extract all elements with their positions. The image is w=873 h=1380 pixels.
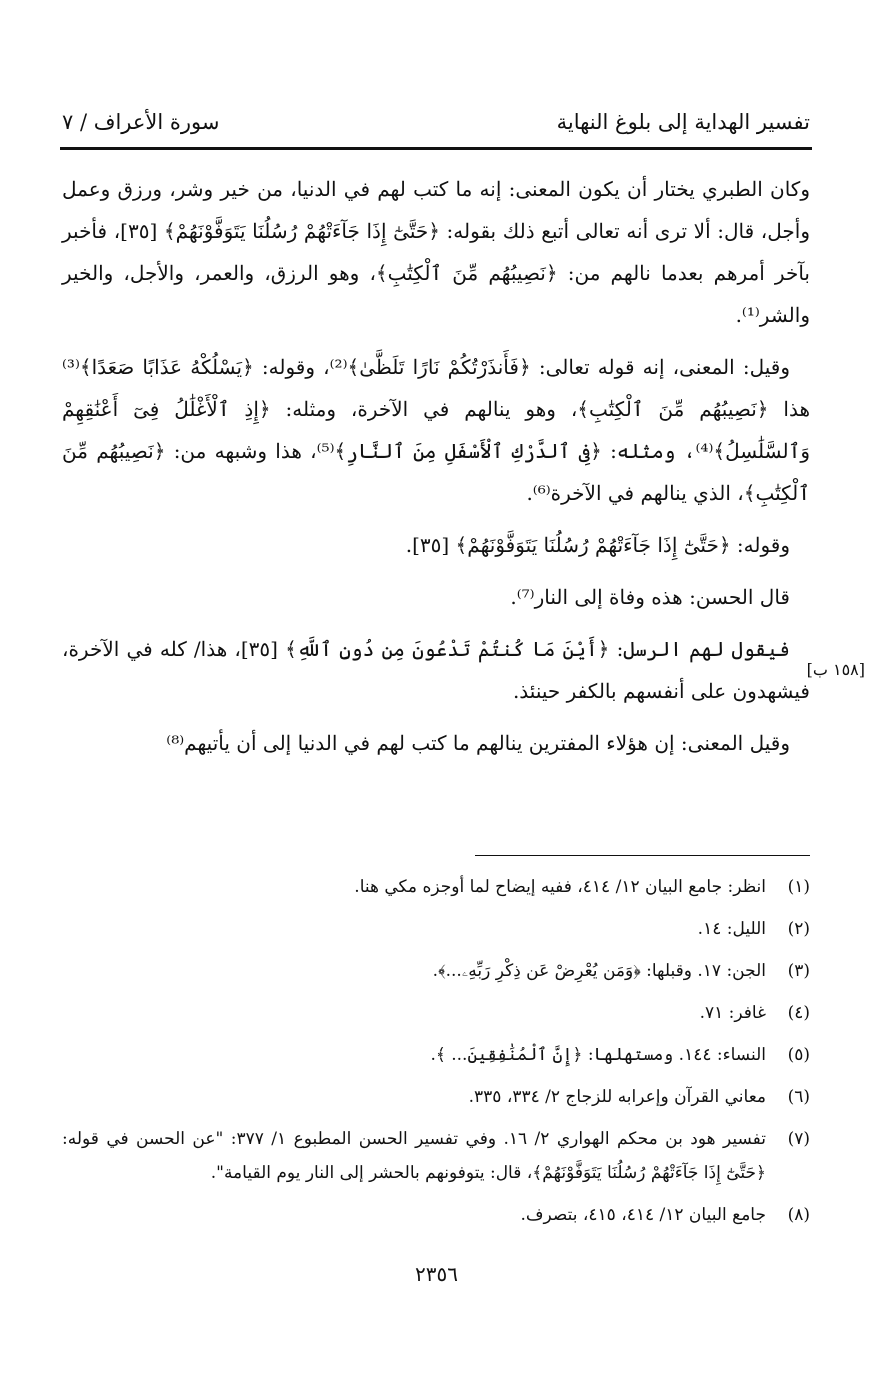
footnote-number: (١)	[787, 877, 810, 897]
paragraph-5: فيقول لهم الرسل: ﴿أَيْنَ مَا كُنتُمْ تَدْعُونَ مِن دُونِ ٱللَّهِ﴾ [٣٥]، هذا/ كله في الآخرة، فيشهدون على أنفسهم بالكفر حينئذ.	[62, 637, 810, 703]
footnote-text: النساء: ١٤٤. ومستهلها: ﴿إِنَّ ٱلْمُنَٰفِقِينَ... ﴾.	[430, 1045, 766, 1065]
header-rule	[60, 147, 812, 150]
footnote	[62, 996, 810, 1030]
book-title: تفسير الهداية إلى بلوغ النهاية	[556, 110, 810, 134]
footnote	[62, 912, 810, 946]
paragraph-4: قال الحسن: هذه وفاة إلى النار⁽⁷⁾.	[510, 585, 790, 609]
footnote	[62, 870, 810, 904]
main-text	[62, 168, 810, 774]
footnote-text: جامع البيان ١٢/ ٤١٤، ٤١٥، بتصرف.	[520, 1205, 766, 1225]
footnote	[62, 1122, 810, 1190]
footnote-text: معاني القرآن وإعرابه للزجاج ٢/ ٣٣٤، ٣٣٥.	[468, 1087, 766, 1107]
footnote-text: الجن: ١٧. وقبلها: ﴿وَمَن يُعْرِضْ عَن ذِكْرِ رَبِّهِۦ...﴾.	[432, 961, 766, 981]
footnote-text: انظر: جامع البيان ١٢/ ٤١٤، ففيه إيضاح لما أوجزه مكي هنا.	[354, 877, 766, 897]
footnote-number: (٨)	[787, 1205, 810, 1225]
footnote	[62, 954, 810, 988]
footnote-number: (٤)	[787, 1003, 810, 1023]
running-header	[62, 104, 810, 140]
paragraph-2: وقيل: المعنى، إنه قوله تعالى: ﴿فَأَنذَرْتُكُمْ نَارًا تَلَظَّىٰ﴾⁽²⁾، وقوله: ﴿يَسْلُكْهُ عَذَابًا صَعَدًا﴾⁽³⁾ هذا ﴿نَصِيبُهُم مِّنَ ٱلْكِتَٰبِ﴾، وهو ينالهم في الآخرة، ومثله: ﴿إِذِ ٱلْأَغْلَٰلُ فِىٓ أَعْنَٰقِهِمْ وَٱلسَّلَٰسِلُ﴾⁽⁴⁾، ومثله: ﴿فِى ٱلدَّرْكِ ٱلْأَسْفَلِ مِنَ ٱلنَّارِ﴾⁽⁵⁾، هذا وشبهه من: ﴿نَصِيبُهُم مِّنَ ٱلْكِتَٰبِ﴾، الذي ينالهم في الآخرة⁽⁶⁾.	[62, 355, 810, 505]
footnotes	[62, 870, 810, 1240]
footnote	[62, 1080, 810, 1114]
footnote-text: تفسير هود بن محكم الهواري ٢/ ١٦. وفي تفسير الحسن المطبوع ١/ ٣٧٧: "عن الحسن في قوله: ﴿حَتَّىٰٓ إِذَا جَآءَتْهُمْ رُسُلُنَا يَتَوَفَّوْنَهُمْ﴾، قال: يتوفونهم بالحشر إلى النار يوم القيامة".	[62, 1129, 766, 1183]
page-number: ٢٣٥٦	[415, 1262, 458, 1286]
footnote-number: (٦)	[787, 1087, 810, 1107]
paragraph-3: وقوله: ﴿حَتَّىٰٓ إِذَا جَآءَتْهُمْ رُسُلُنَا يَتَوَفَّوْنَهُمْ﴾ [٣٥].	[405, 533, 790, 557]
footnote-text: غافر: ٧١.	[699, 1003, 766, 1023]
footnote-number: (٧)	[787, 1129, 810, 1149]
manuscript-folio-note: [١٥٨ ب]	[806, 660, 865, 679]
footnote	[62, 1198, 810, 1232]
footnote-number: (٣)	[787, 961, 810, 981]
footnote-text: الليل: ١٤.	[697, 919, 766, 939]
surah-label: سورة الأعراف / ٧	[62, 110, 220, 134]
paragraph-1: وكان الطبري يختار أن يكون المعنى: إنه ما كتب لهم في الدنيا، من خير وشر، ورزق وعمل وأجل، قال: ألا ترى أنه تعالى أتبع ذلك بقوله: ﴿حَتَّىٰٓ إِذَا جَآءَتْهُمْ رُسُلُنَا يَتَوَفَّوْنَهُمْ﴾ [٣٥]، فأخبر بآخر أمرهم بعدما نالهم من: ﴿نَصِيبُهُم مِّنَ ٱلْكِتَٰبِ﴾، وهو الرزق، والعمر، والأجل، والخير والشر⁽¹⁾.	[62, 177, 810, 327]
footnote-number: (٢)	[787, 919, 810, 939]
footnote-number: (٥)	[787, 1045, 810, 1065]
paragraph-6: وقيل المعنى: إن هؤلاء المفترين ينالهم ما كتب لهم في الدنيا إلى أن يأتيهم⁽⁸⁾	[166, 731, 790, 755]
footnote	[62, 1038, 810, 1072]
footnote-rule	[475, 855, 810, 856]
